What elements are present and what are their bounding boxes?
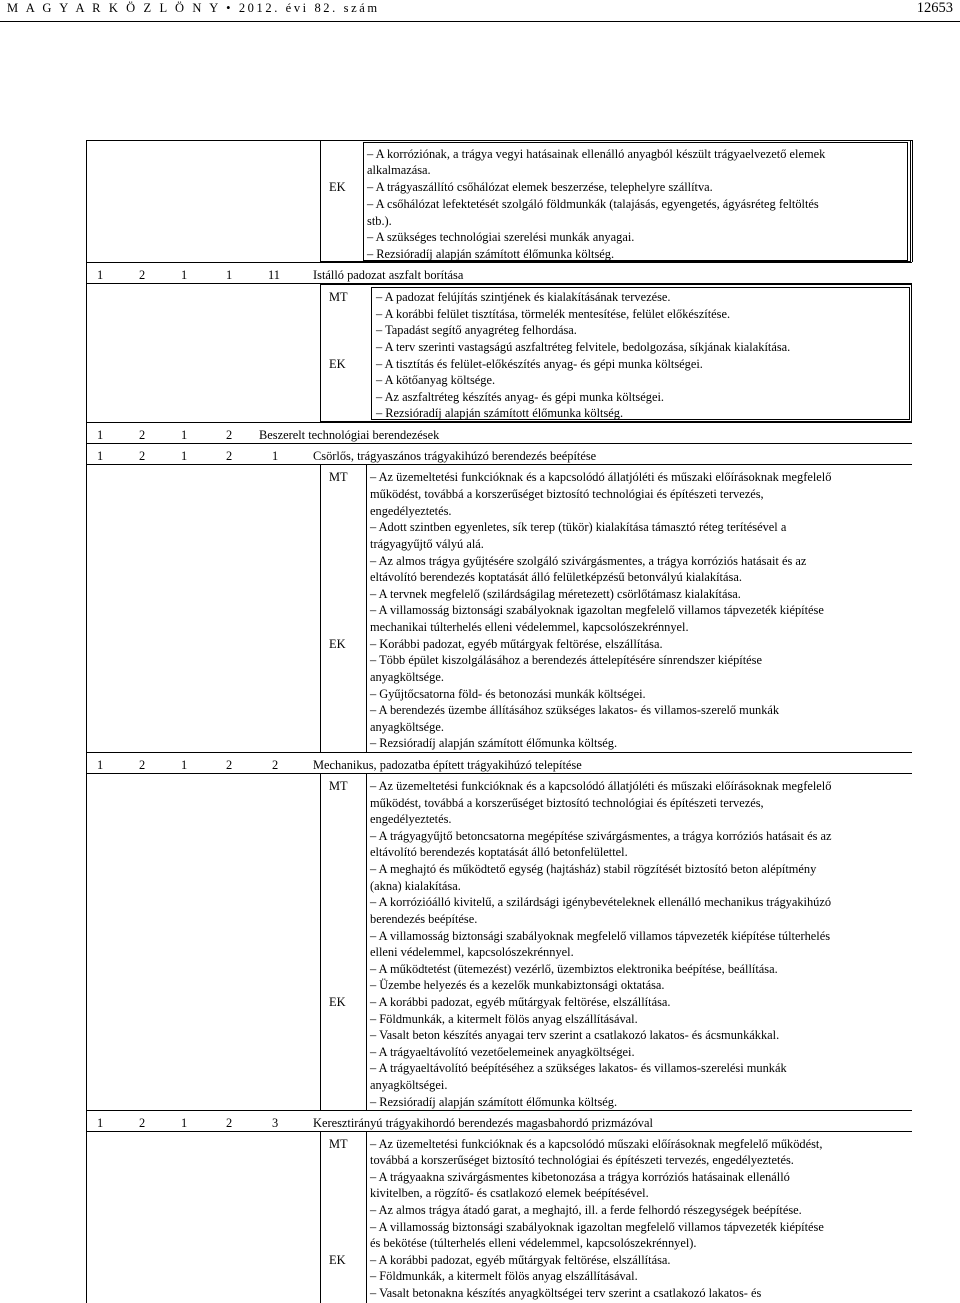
text-line: – Az almos trágya gyűjtésére szolgáló szivárgásmentes, a trágya korróziós hatásait és az (370, 554, 807, 568)
text-line: – A tisztítás és felület-előkészítés anyag- és gépi munka költségei. (376, 357, 703, 371)
text-line: 1 (181, 449, 188, 463)
text-line: – Az üzemeltetési funkcióknak és a kapcsolódó műszaki előírásoknak megfelelő működést, (370, 1137, 823, 1151)
text-line: – Rezsióradíj alapján számított élőmunka költség. (376, 406, 624, 420)
text-line: – A trágyagyűjtő betoncsatorna megépítése szivárgásmentes, a trágya korróziós hatásait és az (370, 829, 832, 843)
text-line: 3 (272, 1116, 279, 1130)
text-line: EK (329, 357, 346, 371)
text-line: – A berendezés üzembe állításához szükséges lakatos- és villamos-szerelő munkák (370, 703, 780, 717)
text-line: – Gyűjtőcsatorna föld- és betonozási munkák költségei. (370, 687, 646, 701)
text-line: 2 (139, 758, 146, 772)
text-line: – A szükséges technológiai szerelési munkák anyagai. (367, 230, 635, 244)
text-line: (akna) kialakítása. (370, 879, 461, 893)
text-line: 2 (226, 758, 233, 772)
text-line: 1 (181, 758, 188, 772)
text-line: 1 (181, 1116, 188, 1130)
text-line: működést, továbbá a korszerűséget biztosító technológiai és építészeti tervezés, (370, 796, 764, 810)
text-line: – A terv szerinti vastagságú aszfaltréteg felvitele, bedolgozása, síkjának kialakítása. (376, 340, 791, 354)
text-line: EK (329, 180, 346, 194)
text-line: – A tervnek megfelelő (szilárdságilag méretezett) csörlőtámasz kialakítása. (370, 587, 741, 601)
text-line: Csörlős, trágyaszános trágyakihúzó berendezés beépítése (313, 449, 597, 463)
text-line: – A korábbi padozat, egyéb műtárgyak feltörése, elszállítása. (370, 995, 671, 1009)
text-line: 1 (97, 449, 104, 463)
text-line: – Rezsióradíj alapján számított élőmunka költség. (367, 247, 615, 261)
text-line: 1 (97, 268, 104, 282)
text-line: – Adott szintben egyenletes, sík terep (tükör) kialakítása támasztó réteg terítésével a (370, 520, 787, 534)
text-line: 2 (226, 449, 233, 463)
journal-title: M A G Y A R K Ö Z L Ö N Y • 2012. évi 82. szám (7, 1, 380, 15)
text-line: MT (329, 779, 348, 793)
text-line: 1 (272, 449, 279, 463)
text-line: eltávolító berendezés koptatását álló betonfelülettel. (370, 845, 628, 859)
text-line: – A meghajtó és működtető egység (hajtásház) stabil rögzítését biztosító beton alépítmény (370, 862, 817, 876)
text-line: 2 (139, 268, 146, 282)
text-line: – Az üzemeltetési funkcióknak és a kapcsolódó állatjóléti és műszaki előírásoknak megfelelő (370, 470, 832, 484)
text-line: – A működtetést (ütemezést) vezérlő, üzembiztos elektronika beépítése, beállítása. (370, 962, 778, 976)
text-line: – A trágyaeltávolító beépítéséhez a szükséges lakatos- és villamos-szerelési munkák (370, 1061, 787, 1075)
text-line: 2 (139, 449, 146, 463)
text-line: 2 (226, 1116, 233, 1130)
text-line: 2 (139, 428, 146, 442)
text-line: – A villamosság biztonsági szabályoknak igazoltan megfelelő villamos tápvezeték kiépítése (370, 1220, 824, 1234)
text-line: Keresztirányú trágyakihordó berendezés magasbahordó prizmázóval (313, 1116, 653, 1130)
text-line: berendezés beépítése. (370, 912, 478, 926)
text-line: – Az üzemeltetési funkcióknak és a kapcsolódó állatjóléti és műszaki előírásoknak megfelelő (370, 779, 832, 793)
text-line: MT (329, 290, 348, 304)
text-line: EK (329, 1253, 346, 1267)
text-line: MT (329, 1137, 348, 1151)
text-line: anyagköltsége. (370, 670, 444, 684)
text-line: Istálló padozat aszfalt borítása (313, 268, 464, 282)
text-line: – A korrózióálló kivitelű, a szilárdsági igénybevételeknek ellenálló mechanikus trágyakihúzó (370, 895, 832, 909)
text-line: stb.). (367, 214, 392, 228)
text-line: – A padozat felújítás szintjének és kialakításának tervezése. (376, 290, 671, 304)
text-line: – Tapadást segítő anyagréteg felhordása. (376, 323, 577, 337)
text-line: 2 (226, 428, 233, 442)
text-line: – A trágyaszállító csőhálózat elemek beszerzése, telephelyre szállítva. (367, 180, 713, 194)
text-line: – Üzembe helyezés és a kezelők munkabiztonsági oktatása. (370, 978, 665, 992)
text-line: kivitelben, a rögzítő- és csatlakozó elemek beépítésével. (370, 1186, 649, 1200)
text-line: MT (329, 470, 348, 484)
text-line: engedélyeztetés. (370, 812, 452, 826)
text-line: – Az aszfaltréteg készítés anyag- és gépi munka költségei. (376, 390, 664, 404)
text-line: – A korábbi felület tisztítása, törmelék mentesítése, felület előkészítése. (376, 307, 731, 321)
text-line: anyagköltsége. (370, 720, 444, 734)
text-line: – A korróziónak, a trágya vegyi hatásainak ellenálló anyagból készült trágyaelvezető elemek (367, 147, 826, 161)
text-line: mechanikai túlterhelés elleni védelemmel, kapcsolószekrénnyel. (370, 620, 689, 634)
text-line: – A korábbi padozat, egyéb műtárgyak feltörése, elszállítása. (370, 1253, 671, 1267)
text-line: 1 (226, 268, 233, 282)
text-line: 1 (181, 268, 188, 282)
text-line: 1 (181, 428, 188, 442)
page-number: 12653 (916, 0, 953, 16)
text-line: – A villamosság biztonsági szabályoknak igazoltan megfelelő villamos tápvezeték kiépítése (370, 603, 824, 617)
text-line: – Az almos trágya átadó garat, a meghajtó, ill. a ferde felhordó részegységek beépítése. (370, 1203, 802, 1217)
text-line: 1 (97, 1116, 104, 1130)
text-line: – Földmunkák, a kitermelt fölös anyag elszállításával. (370, 1269, 638, 1283)
text-line: – A kötőanyag költsége. (376, 373, 496, 387)
text-line: – Vasalt beton készítés anyagai terv szerint a csatlakozó lakatos- és ácsmunkákkal. (370, 1028, 780, 1042)
text-line: anyagköltségei. (370, 1078, 448, 1092)
text-line: 11 (268, 268, 280, 282)
text-line: – Vasalt betonakna készítés anyagköltségei terv szerint a csatlakozó lakatos- és (370, 1286, 762, 1300)
text-line: Mechanikus, padozatba épített trágyakihúzó telepítése (313, 758, 582, 772)
text-line: Beszerelt technológiai berendezések (259, 428, 440, 442)
text-line: – A csőhálózat lefektetését szolgáló földmunkák (talajásás, egyengetés, ágyásréteg feltöltés (367, 197, 819, 211)
text-line: – Rezsióradíj alapján számított élőmunka költség. (370, 736, 618, 750)
text-line: trágyagyűjtő vályú alá. (370, 537, 484, 551)
text-line: 1 (97, 758, 104, 772)
text-line: alkalmazása. (367, 163, 431, 177)
text-line: – Korábbi padozat, egyéb műtárgyak feltörése, elszállítása. (370, 637, 663, 651)
text-line: – Rezsióradíj alapján számított élőmunka költség. (370, 1095, 618, 1109)
text-line: – A villamosság biztonsági szabályoknak megfelelő villamos tápvezeték kiépítése túlterhelés (370, 929, 831, 943)
text-line: 1 (97, 428, 104, 442)
text-line: – A trágyaeltávolító vezetőelemeinek anyagköltségei. (370, 1045, 635, 1059)
text-line: továbbá a korszerűséget biztosító technológiai és építészeti tervezés, engedélyeztetés. (370, 1153, 794, 1167)
text-line: engedélyeztetés. (370, 504, 452, 518)
text-line: elleni védelemmel, kapcsolószekrénnyel. (370, 945, 574, 959)
text-line: – Földmunkák, a kitermelt fölös anyag elszállításával. (370, 1012, 638, 1026)
text-line: – Több épület kiszolgálásához a berendezés áttelepítésére sínrendszer kiépítése (370, 653, 762, 667)
text-line: EK (329, 637, 346, 651)
text-line: működést, továbbá a korszerűséget biztosító technológiai és építészeti tervezés, (370, 487, 764, 501)
text-line: és bekötése (túlterhelés elleni védelemmel, kapcsolószekrénnyel). (370, 1236, 697, 1250)
text-line: – A trágyaakna szivárgásmentes kibetonozása a trágya korróziós hatásainak ellenálló (370, 1170, 790, 1184)
text-line: 2 (139, 1116, 146, 1130)
text-line: eltávolító berendezés koptatását álló felületképzésű betonvályú kialakítása. (370, 570, 742, 584)
text-line: EK (329, 995, 346, 1009)
text-line: 2 (272, 758, 279, 772)
